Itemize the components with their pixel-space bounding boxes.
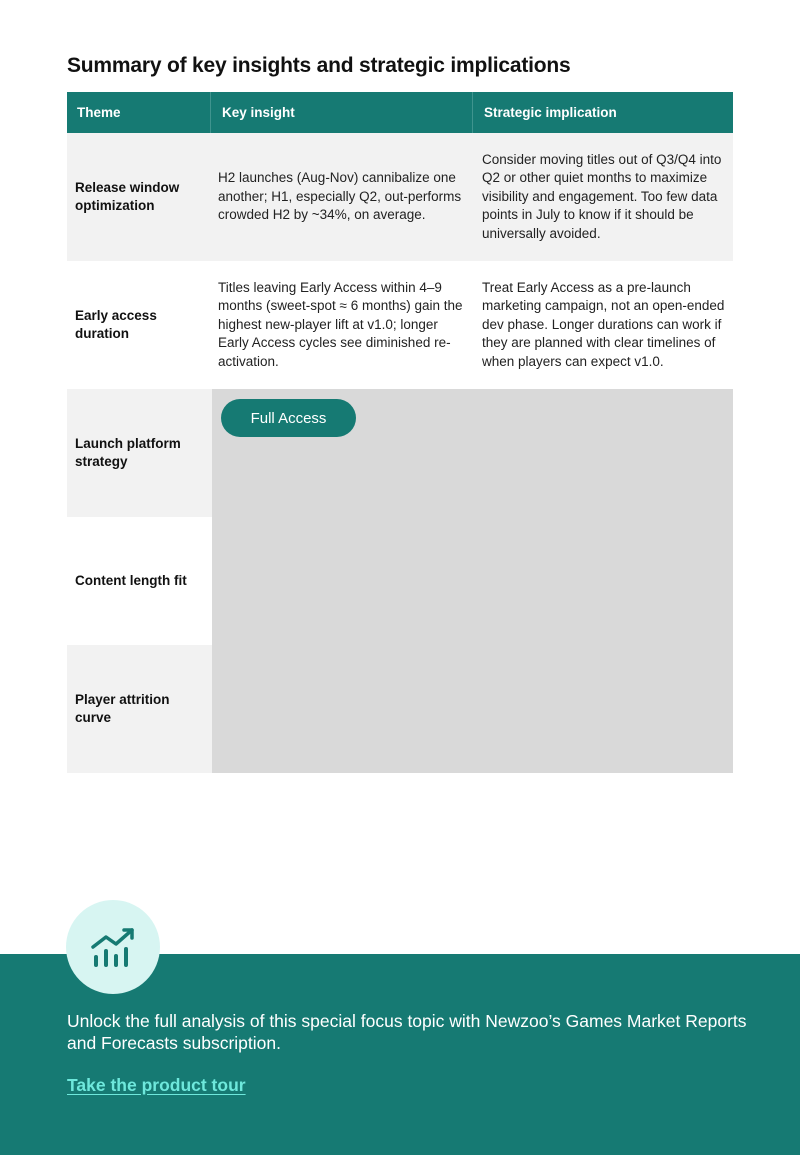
header-strategic-implication: Strategic implication bbox=[472, 92, 733, 133]
locked-row-theme: Launch platform strategy bbox=[67, 389, 212, 517]
footer-cta-text: Unlock the full analysis of this special focus topic with Newzoo’s Games Market Reports and Forecasts subscription. bbox=[67, 1011, 747, 1053]
locked-row-theme: Content length fit bbox=[67, 517, 212, 645]
product-tour-link[interactable]: Take the product tour bbox=[67, 1075, 246, 1095]
locked-section bbox=[67, 389, 733, 773]
row-theme: Early access duration bbox=[75, 308, 157, 341]
full-access-button[interactable]: Full Access bbox=[221, 399, 356, 437]
row-theme: Release window optimization bbox=[75, 180, 180, 213]
table-row bbox=[67, 133, 733, 261]
row-implication: Treat Early Access as a pre-launch marketing campaign, not an open-ended dev phase. Longer durations can work if they are planned with clear timelines of when players can expect v1.0. bbox=[482, 279, 725, 369]
row-insight: Titles leaving Early Access within 4–9 months (sweet-spot ≈ 6 months) gain the highest new-player lift at v1.0; longer Early Access cycles see diminished re-activation. bbox=[218, 279, 463, 369]
header-key-insight: Key insight bbox=[210, 92, 472, 133]
locked-content-overlay bbox=[212, 389, 733, 773]
locked-row-theme: Player attrition curve bbox=[67, 645, 212, 773]
locked-themes bbox=[67, 389, 212, 773]
table-row bbox=[67, 261, 733, 389]
table-header bbox=[67, 92, 733, 133]
chart-growth-icon bbox=[66, 900, 160, 994]
row-implication: Consider moving titles out of Q3/Q4 into Q2 or other quiet months to maximize visibility and engagement. Too few data points in July to know if it should be universally avoided. bbox=[482, 151, 722, 241]
header-theme: Theme bbox=[77, 105, 121, 120]
row-insight: H2 launches (Aug-Nov) cannibalize one another; H1, especially Q2, out-performs crowded H2 by ~34%, on average. bbox=[218, 170, 462, 223]
page-title: Summary of key insights and strategic implications bbox=[67, 54, 571, 77]
insights-table bbox=[67, 92, 733, 773]
